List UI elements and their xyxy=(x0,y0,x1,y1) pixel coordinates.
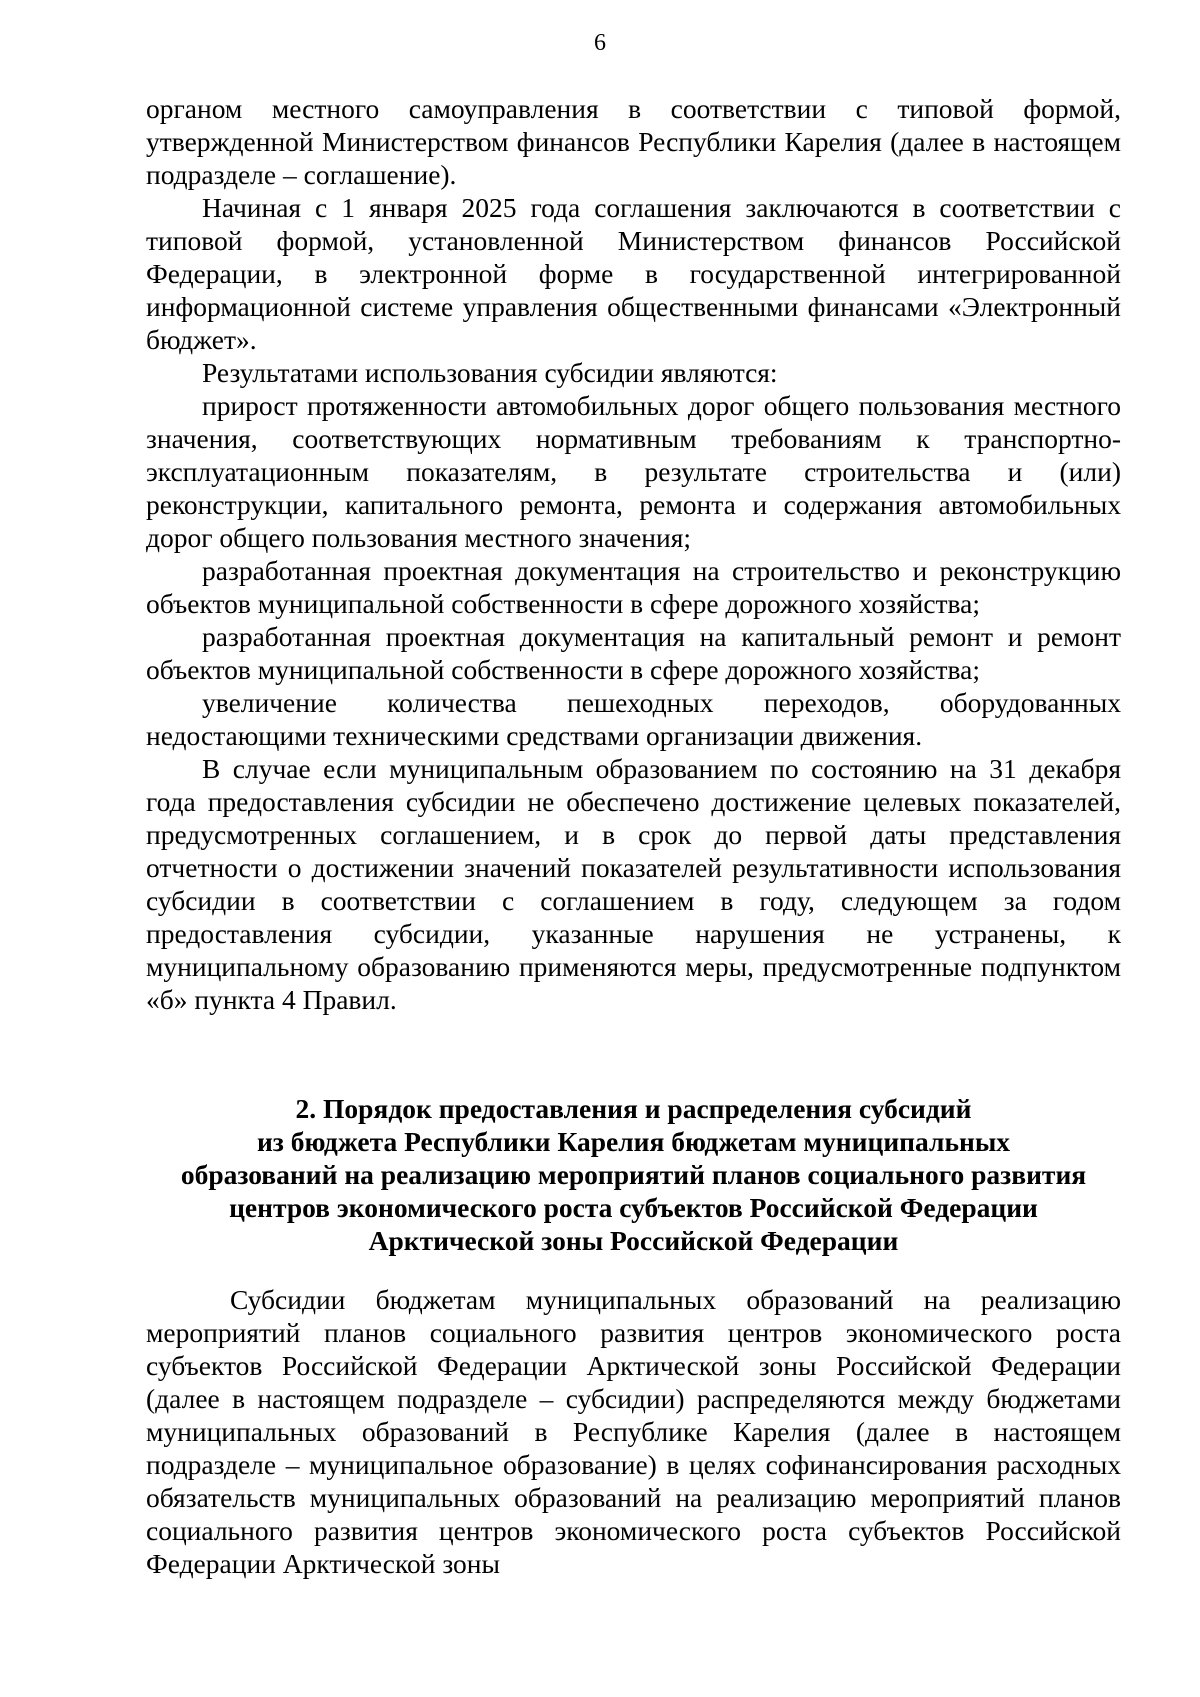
paragraph-continuation: органом местного самоуправления в соответствии с типовой формой, утвержденной Министерством финансов Республики Карелия (далее в настоящем подразделе – соглашение). xyxy=(146,93,1121,190)
section-heading-line: Арктической зоны Российской Федерации xyxy=(368,1225,899,1256)
body-text-bottom xyxy=(146,1283,1121,1580)
page-number: 6 xyxy=(594,30,606,56)
paragraph-agreement-form: Начиная с 1 января 2025 года соглашения заключаются в соответствии с типовой формой, установленной Министерством финансов Российской Федерации, в электронной форме в государственной интегрированной информационной системе управления общественными финансами «Электронный бюджет». xyxy=(146,192,1121,355)
section-heading-line: из бюджета Республики Карелия бюджетам муниципальных xyxy=(256,1126,1011,1157)
paragraph-subsidies-distribution: Субсидии бюджетам муниципальных образований на реализацию мероприятий планов социального развития центров экономического роста субъектов Российской Федерации Арктической зоны Российской Федерации (далее в настоящем подразделе – субсидии) распределяются между бюджетами муниципальных образований в Республике Карелия (далее в настоящем подразделе – муниципальное образование) в целях софинансирования расходных обязательств муниципальных образований на реализацию мероприятий планов социального развития центров экономического роста субъектов Российской Федерации Арктической зоны xyxy=(146,1284,1121,1579)
section-heading-line: 2. Порядок предоставления и распределения субсидий xyxy=(295,1093,972,1124)
paragraph-result-repair-docs: разработанная проектная документация на капитальный ремонт и ремонт объектов муниципальной собственности в сфере дорожного хозяйства; xyxy=(146,621,1121,685)
section-heading xyxy=(146,1092,1121,1257)
section-heading-line: центров экономического роста субъектов Российской Федерации xyxy=(229,1192,1038,1223)
section-heading-line: образований на реализацию мероприятий планов социального развития xyxy=(180,1159,1087,1190)
paragraph-violations: В случае если муниципальным образованием по состоянию на 31 декабря года предоставления субсидии не обеспечено достижение целевых показателей, предусмотренных соглашением, и в срок до первой даты представления отчетности о достижении значений показателей результативности использования субсидии в соответствии с соглашением в году, следующем за годом предоставления субсидии, указанные нарушения не устранены, к муниципальному образованию применяются меры, предусмотренные подпунктом «б» пункта 4 Правил. xyxy=(146,753,1121,1015)
paragraph-result-roads: прирост протяженности автомобильных дорог общего пользования местного значения, соответствующих нормативным требованиям к транспортно-эксплуатационным показателям, в результате строительства и (или) реконструкции, капитального ремонта, ремонта и содержания автомобильных дорог общего пользования местного значения; xyxy=(146,390,1121,553)
paragraph-result-construction-docs: разработанная проектная документация на строительство и реконструкцию объектов муниципальной собственности в сфере дорожного хозяйства; xyxy=(146,555,1121,619)
paragraph-result-crossings: увеличение количества пешеходных переходов, оборудованных недостающими техническими средствами организации движения. xyxy=(146,687,1121,751)
body-text-top xyxy=(146,92,1121,1016)
paragraph-results-intro: Результатами использования субсидии являются: xyxy=(202,357,778,388)
